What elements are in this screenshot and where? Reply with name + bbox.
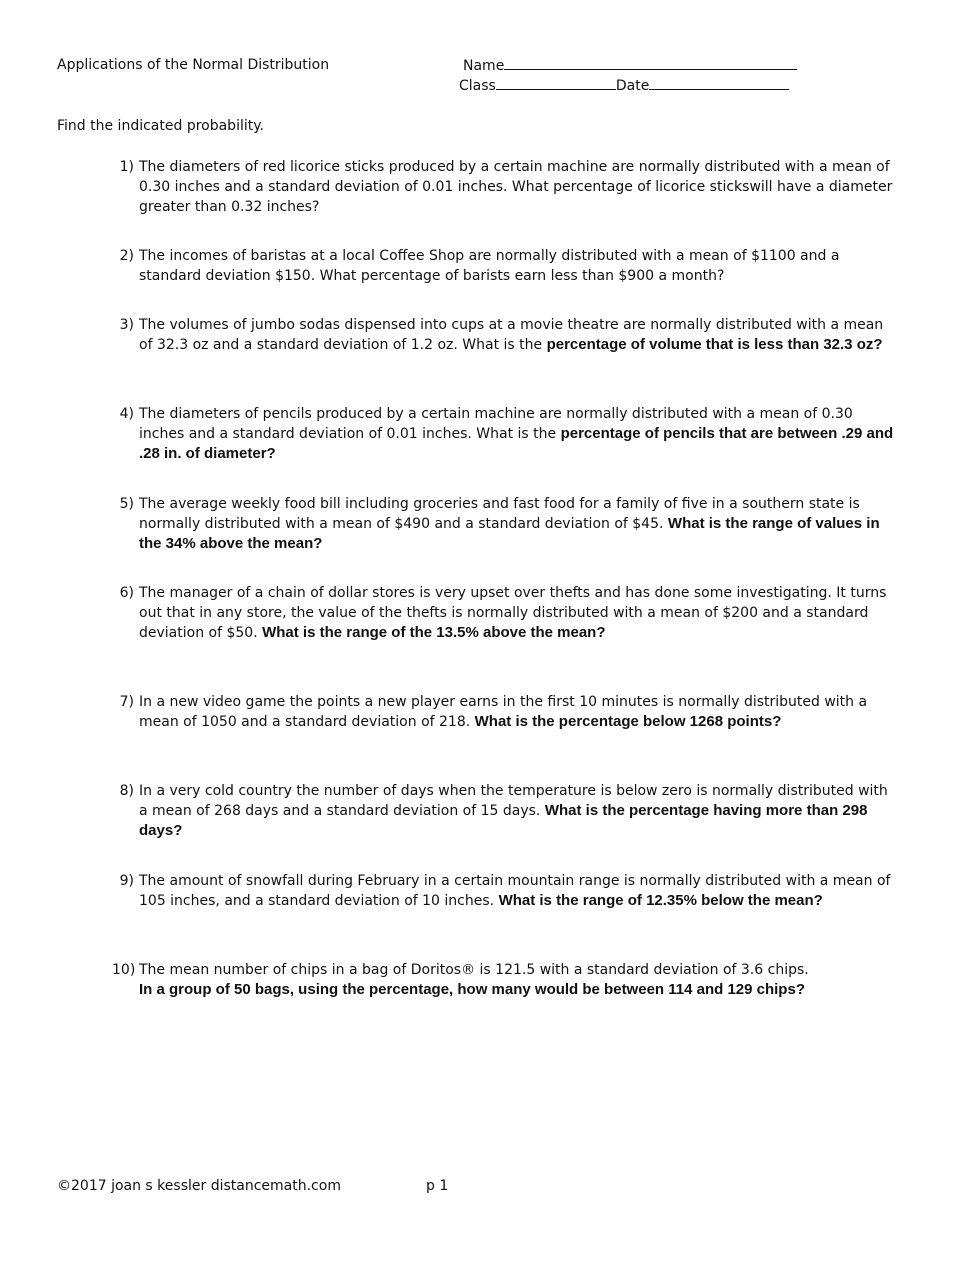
- question-number: 8): [119, 783, 134, 799]
- question-number: 10): [112, 962, 136, 978]
- question-number: 2): [119, 248, 134, 264]
- name-field: [463, 57, 797, 74]
- class-blank: [496, 77, 616, 90]
- question-text: The manager of a chain of dollar stores is very upset over thefts and has done some investigating. It turns out that in any store, the value of the thefts is normally distributed with a mean of $200 and a standard deviation of $50.: [139, 585, 887, 641]
- worksheet-title: Applications of the Normal Distribution: [57, 57, 330, 73]
- page-number: p 1: [426, 1178, 449, 1194]
- question-text: The average weekly food bill including groceries and fast food for a family of five in a southern state is normally distributed with a mean of $490 and a standard deviation of $45.: [139, 496, 860, 532]
- class-date-field: [459, 77, 789, 94]
- question-number: 4): [119, 406, 134, 422]
- question-text: The mean number of chips in a bag of Doritos® is 121.5 with a standard deviation of 3.6 chips.: [139, 962, 809, 978]
- question-prompt: What is the percentage having more than 298 days?: [139, 802, 868, 839]
- question-text: The amount of snowfall during February in a certain mountain range is normally distributed with a mean of 105 inches, and a standard deviation of 10 inches.: [139, 873, 891, 909]
- question-prompt: percentage of pencils that are between .29 and .28 in. of diameter?: [139, 425, 894, 462]
- date-blank: [649, 77, 789, 90]
- instructions: Find the indicated probability.: [57, 118, 264, 134]
- date-label: Date: [615, 78, 650, 94]
- footer-copyright: ©2017 joan s kessler distancemath.com: [57, 1178, 341, 1194]
- question-number: 9): [119, 873, 134, 889]
- question-number: 5): [119, 496, 134, 512]
- class-label: Class: [459, 78, 496, 94]
- question-prompt: percentage of volume that is less than 32.3 oz?: [546, 336, 883, 353]
- question-text: The diameters of pencils produced by a certain machine are normally distributed with a mean of 0.30 inches and a standard deviation of 0.01 inches. What is the: [139, 406, 853, 442]
- question-prompt: What is the range of values in the 34% above the mean?: [139, 515, 880, 552]
- name-label: Name: [463, 58, 505, 74]
- question-text: The volumes of jumbo sodas dispensed into cups at a movie theatre are normally distributed with a mean of 32.3 oz and a standard deviation of 1.2 oz. What is the: [139, 317, 884, 353]
- question-text: In a new video game the points a new player earns in the first 10 minutes is normally distributed with a mean of 1050 and a standard deviation of 218.: [139, 694, 868, 730]
- question-text: In a very cold country the number of days when the temperature is below zero is normally distributed with a mean of 268 days and a standard deviation of 15 days.: [139, 783, 888, 819]
- name-blank: [504, 57, 797, 70]
- question-prompt: What is the range of 12.35% below the mean?: [498, 892, 823, 909]
- question-number: 3): [119, 317, 134, 333]
- question-text: The incomes of baristas at a local Coffee Shop are normally distributed with a mean of $1100 and a standard deviation $150. What percentage of barists earn less than $900 a month?: [139, 248, 840, 284]
- question-prompt: What is the percentage below 1268 points?: [474, 713, 782, 730]
- question-number: 7): [119, 694, 134, 710]
- question-number: 6): [119, 585, 134, 601]
- question-text: The diameters of red licorice sticks produced by a certain machine are normally distributed with a mean of 0.30 inches and a standard deviation of 0.01 inches. What percentage of licorice stickswill have a diameter greater than 0.32 inches?: [139, 159, 893, 215]
- question-prompt: In a group of 50 bags, using the percentage, how many would be between 114 and 129 chips?: [139, 981, 805, 998]
- question-number: 1): [119, 159, 134, 175]
- question-prompt: What is the range of the 13.5% above the mean?: [262, 624, 606, 641]
